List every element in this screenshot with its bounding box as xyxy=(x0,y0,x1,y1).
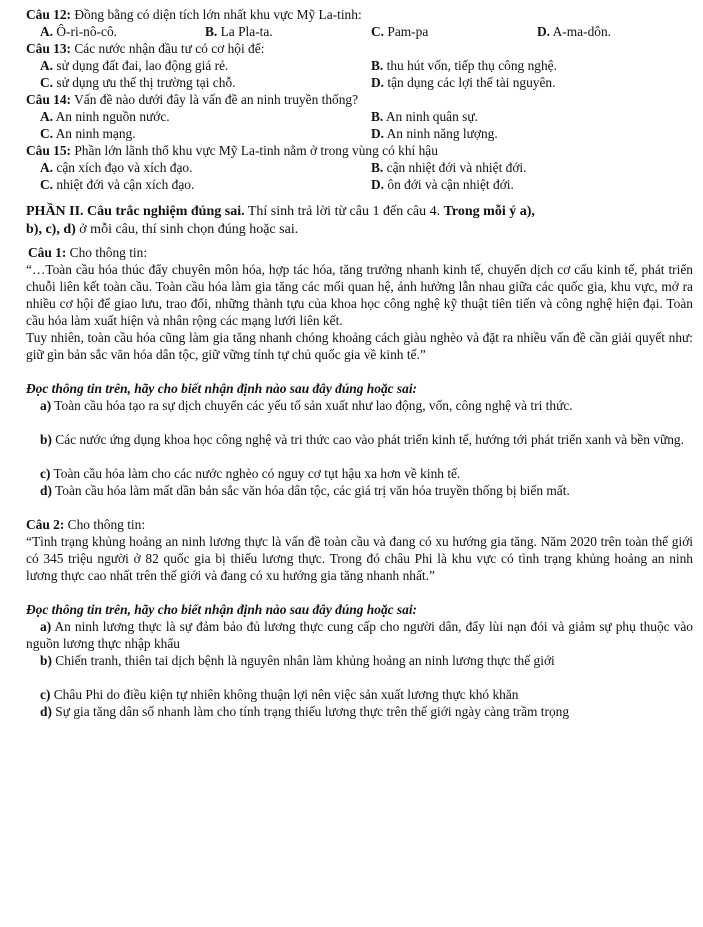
cau-2-prompt: Đọc thông tin trên, hãy cho biết nhận định nào sau đây đúng hoặc sai: xyxy=(26,602,418,617)
question-text: Các nước nhận đầu tư có cơ hội để: xyxy=(71,41,265,56)
cau-1-statement-c: c) Toàn cầu hóa làm cho các nước nghèo có nguy cơ tụt hậu xa hơn về kinh tế. xyxy=(40,466,461,481)
q14-option-b: B. An ninh quân sự. xyxy=(371,109,478,124)
q13-option-b: B. thu hút vốn, tiếp thụ công nghệ. xyxy=(371,58,557,73)
cau-2-passage: “Tình trạng khủng hoảng an ninh lương thực là vấn đề toàn cầu và đang có xu hướng gia tăng. Năm 2020 trên toàn thế giới có 345 triệu người ở 82 quốc gia bị thiếu lương thực. Trong đó châu Phi là khu vực có tình trạng khủng hoảng an ninh lương thực cao nhất trên thế giới và đang có xu hướng gia tăng nhanh nhất.” xyxy=(26,534,693,583)
q12-option-d: D. A-ma-dôn. xyxy=(537,24,612,39)
question-number: Câu 14: xyxy=(26,92,72,107)
q15-option-d: D. ôn đới và cận nhiệt đới. xyxy=(371,177,514,192)
question-number: Câu 13: xyxy=(26,41,72,56)
q12-option-a: A. Ô-ri-nô-cô. xyxy=(40,24,117,39)
question-14 xyxy=(26,91,358,108)
cau-1-passage-1: “…Toàn cầu hóa thúc đẩy chuyên môn hóa, hợp tác hóa, tăng trưởng nhanh kinh tế, chuyển dịch cơ cấu kinh tế, phát triển chuỗi liên kết toàn cầu. Toàn cầu hóa làm gia tăng các mối quan hệ, ảnh hưởng lẫn nhau giữa các quốc gia, khu vực, mở ra nhiều cơ hội để giao lưu, trao đổi, những thành tựu của khoa học công nghệ kỹ thuật tiên tiến và công nghệ hiện đại. Toàn cầu hóa làm xuất hiện và nhân rộng các mạng lưới liên kết. xyxy=(26,262,693,328)
q14-option-c: C. An ninh mạng. xyxy=(40,126,136,141)
cau-2-statement-a: a) An ninh lương thực là sự đảm bảo đủ lương thực cung cấp cho người dân, đẩy lùi nạn đói và giảm sự phụ thuộc vào nguồn lương thực nhập khẩu xyxy=(26,619,693,651)
q12-option-c: C. Pam-pa xyxy=(371,24,429,39)
q15-option-b: B. cận nhiệt đới và nhiệt đới. xyxy=(371,160,527,175)
cau-2-statement-b: b) Chiến tranh, thiên tai dịch bệnh là nguyên nhân làm khủng hoảng an ninh lương thực thế giới xyxy=(40,653,555,668)
q15-option-a: A. cận xích đạo và xích đạo. xyxy=(40,160,193,175)
cau-1-statement-b: b) Các nước ứng dụng khoa học công nghệ và tri thức cao vào phát triển kinh tế, hướng tới phát triển xanh và bền vững. xyxy=(40,432,684,447)
q15-option-c: C. nhiệt đới và cận xích đạo. xyxy=(40,177,195,192)
part2-intro: Thí sinh trả lời từ câu 1 đến câu 4. xyxy=(244,204,444,219)
cau-1-statement-a: a) Toàn cầu hóa tạo ra sự dịch chuyển các yếu tố sản xuất như lao động, vốn, công nghệ và tri thức. xyxy=(40,398,573,413)
q13-option-a: A. sử dụng đất đai, lao động giá rẻ. xyxy=(40,58,229,73)
part2-heading xyxy=(26,203,535,220)
part2-intro-bold: Trong mỗi ý a), xyxy=(443,204,535,219)
cau-1-prompt: Đọc thông tin trên, hãy cho biết nhận định nào sau đây đúng hoặc sai: xyxy=(26,381,418,396)
q12-option-b: B. La Pla-ta. xyxy=(205,24,273,39)
cau-1-heading: Câu 1: Cho thông tin: xyxy=(28,245,148,260)
q13-option-c: C. sử dụng ưu thế thị trường tại chỗ. xyxy=(40,75,236,90)
question-15 xyxy=(26,142,438,159)
question-number: Câu 12: xyxy=(26,7,72,22)
question-text: Phần lớn lãnh thổ khu vực Mỹ La-tinh nằm ở trong vùng có khí hậu xyxy=(71,143,438,158)
question-text: Đồng bằng có diện tích lớn nhất khu vực Mỹ La-tinh: xyxy=(71,7,362,22)
cau-2-statement-d: d) Sự gia tăng dân số nhanh làm cho tính trạng thiếu lương thực trên thế giới ngày càng trầm trọng xyxy=(40,704,570,719)
cau-1-statement-d: d) Toàn cầu hóa làm mất dần bản sắc văn hóa dân tộc, các giá trị văn hóa truyền thống bị biến mất. xyxy=(40,483,570,498)
cau-2-heading: Câu 2: Cho thông tin: xyxy=(26,517,146,532)
question-text: Vấn đề nào dưới đây là vấn đề an ninh truyền thống? xyxy=(71,92,359,107)
question-13 xyxy=(26,40,264,57)
question-number: Câu 15: xyxy=(26,143,72,158)
part2-title: PHẦN II. Câu trắc nghiệm đúng sai. xyxy=(26,204,245,219)
q14-option-a: A. An ninh nguồn nước. xyxy=(40,109,170,124)
cau-1-passage-2: Tuy nhiên, toàn cầu hóa cũng làm gia tăng nhanh chóng khoảng cách giàu nghèo và đặt ra nhiều vấn đề cần giải quyết như: giữ gìn bản sắc văn hóa dân tộc, giữ vững tính tự chủ quốc gia về kinh tế.” xyxy=(26,330,693,362)
q13-option-d: D. tận dụng các lợi thế tài nguyên. xyxy=(371,75,556,90)
cau-2-statement-c: c) Châu Phi do điều kiện tự nhiên không thuận lợi nên việc sản xuất lương thực khó khăn xyxy=(40,687,519,702)
part2-heading-line2: b), c), d) ở mỗi câu, thí sinh chọn đúng hoặc sai. xyxy=(26,222,299,237)
q14-option-d: D. An ninh năng lượng. xyxy=(371,126,498,141)
question-12 xyxy=(26,6,362,23)
